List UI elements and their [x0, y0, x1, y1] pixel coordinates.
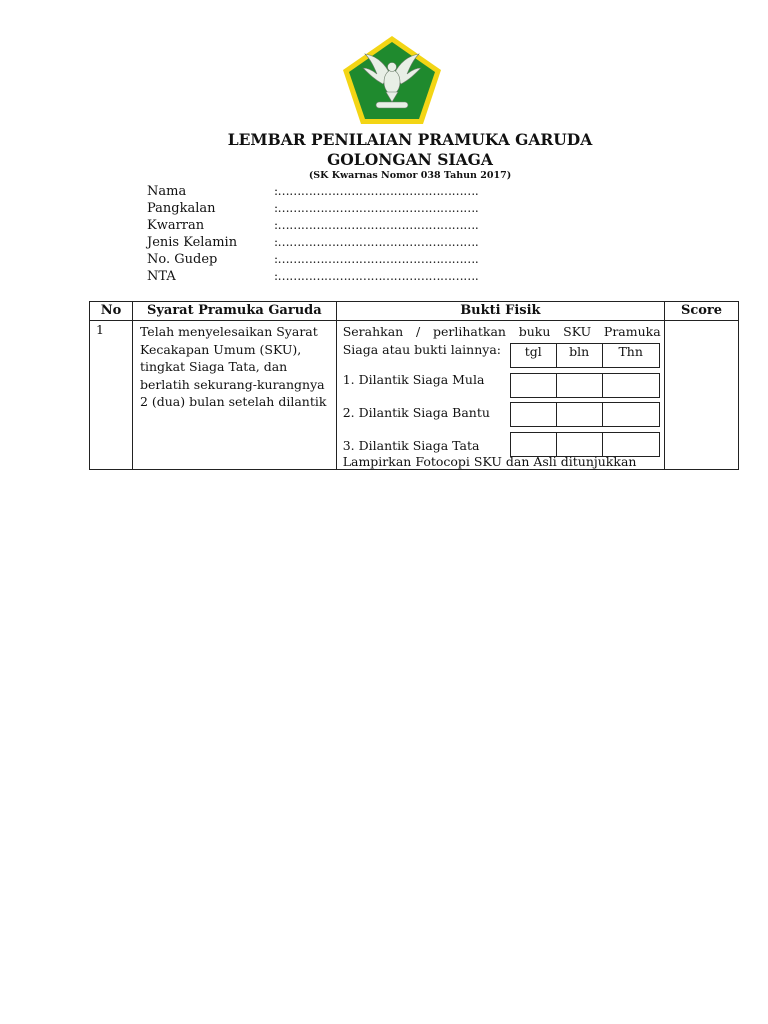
field-label: No. Gudep	[147, 252, 218, 267]
day-input[interactable]	[510, 433, 556, 457]
header-score: Score	[665, 302, 739, 321]
score-cell[interactable]	[665, 321, 739, 470]
date-header-day: tgl	[510, 344, 556, 368]
page-title: LEMBAR PENILAIAN PRAMUKA GARUDA	[227, 130, 593, 149]
requirement-text: Telah menyelesaikan Syarat Kecakapan Umum (SKU), tingkat Siaga Tata, dan berlatih sekurang-kurangnya 2 (dua) bulan setelah dilantik	[132, 321, 336, 470]
pramuka-garuda-emblem-icon	[341, 34, 443, 126]
day-input[interactable]	[510, 403, 556, 427]
year-input[interactable]	[602, 374, 659, 398]
field-label: Pangkalan	[147, 201, 216, 216]
day-input[interactable]	[510, 374, 556, 398]
proof-footnote: Lampirkan Fotocopi SKU dan Asli ditunjukkan	[342, 454, 637, 469]
date-header-month: bln	[556, 344, 602, 368]
month-input[interactable]	[556, 403, 602, 427]
table-header-row	[90, 302, 739, 321]
field-pangkalan	[147, 200, 478, 217]
date-header-box	[510, 343, 660, 368]
proof-item-tata: 3. Dilantik Siaga Tata	[342, 438, 480, 453]
proof-intro-2: Siaga atau bukti lainnya:	[342, 342, 501, 357]
month-input[interactable]	[556, 374, 602, 398]
proof-item-bantu: 2. Dilantik Siaga Bantu	[342, 405, 490, 420]
field-blank: :…………………………………………….	[274, 235, 479, 249]
date-box-bantu[interactable]	[510, 402, 660, 427]
page-subtitle: GOLONGAN SIAGA	[327, 150, 493, 169]
proof-intro: Serahkan / perlihatkan buku SKU Pramuka	[342, 324, 661, 339]
field-label: Nama	[147, 184, 187, 199]
field-blank: :…………………………………………….	[274, 201, 479, 215]
header-proof: Bukti Fisik	[336, 302, 664, 321]
field-blank: :…………………………………………….	[274, 218, 479, 232]
identity-fields	[147, 183, 478, 285]
field-nama	[147, 183, 478, 200]
proof-cell	[336, 321, 664, 470]
field-kwarran	[147, 217, 478, 234]
field-blank: :…………………………………………….	[274, 252, 479, 266]
date-header-year: Thn	[602, 344, 659, 368]
row-number: 1	[90, 321, 133, 470]
field-jenis-kelamin	[147, 234, 478, 251]
month-input[interactable]	[556, 433, 602, 457]
table-row	[90, 321, 739, 470]
field-label: NTA	[147, 269, 176, 284]
field-no-gudep	[147, 251, 478, 268]
field-label: Kwarran	[147, 218, 205, 233]
year-input[interactable]	[602, 433, 659, 457]
assessment-table	[89, 301, 739, 470]
header-requirement: Syarat Pramuka Garuda	[132, 302, 336, 321]
decree-reference: (SK Kwarnas Nomor 038 Tahun 2017)	[308, 170, 512, 181]
field-blank: :…………………………………………….	[274, 184, 479, 198]
year-input[interactable]	[602, 403, 659, 427]
header-no: No	[90, 302, 133, 321]
field-label: Jenis Kelamin	[147, 235, 238, 250]
field-nta	[147, 268, 478, 285]
field-blank: :…………………………………………….	[274, 269, 479, 283]
proof-item-mula: 1. Dilantik Siaga Mula	[342, 372, 485, 387]
date-box-mula[interactable]	[510, 373, 660, 398]
